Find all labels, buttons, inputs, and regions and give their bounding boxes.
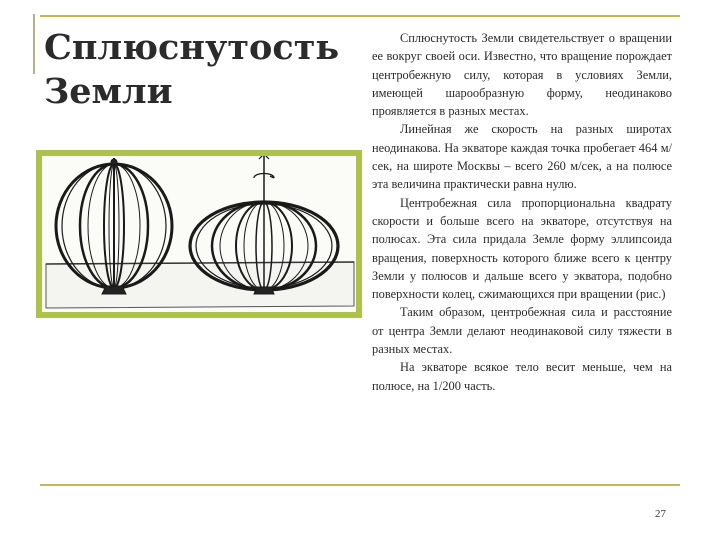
title-line-2: Земли <box>44 71 173 112</box>
illustration-frame <box>36 150 362 318</box>
top-divider <box>40 15 680 17</box>
bottom-divider <box>40 484 680 486</box>
left-accent-line <box>33 14 35 74</box>
flattened-rings <box>190 156 338 294</box>
page-number: 27 <box>655 508 666 520</box>
paragraph: Сплюснутость Земли свидетельствует о вращении ее вокруг своей оси. Известно, что вращение порождает центробежную силу, которая в условиях Земли, имеющей шарообразную форму, неодинаково проявляется в разных местах. <box>372 31 672 119</box>
paragraph: На экваторе всякое тело весит меньше, чем на полюсе, на 1/200 часть. <box>372 360 672 393</box>
paragraph: Центробежная сила пропорциональна квадрату скорости и больше всего на экваторе, отсутствуя на полюсах. Эта сила придала Земле форму эллипсоида вращения, поверхность которого ближе всего к центру Земли у полюсов и дальше всего у экватора, подобно поверхности колец, сжимающихся при вращении (рис.) <box>372 195 672 302</box>
slide-title <box>44 26 344 114</box>
title-line-1: Сплюснутость <box>44 27 340 68</box>
body-text <box>372 29 672 395</box>
paragraph: Таким образом, центробежная сила и расстояние от центра Земли делают неодинаковой силу тяжести в разных местах. <box>372 305 672 357</box>
rings-illustration <box>42 156 356 312</box>
paragraph: Линейная же скорость на разных широтах неодинакова. На экваторе каждая точка пробегает 464 м/сек, на широте Москвы – всего 260 м/сек, а на полюсе эта величина практически равна нулю. <box>372 122 672 192</box>
